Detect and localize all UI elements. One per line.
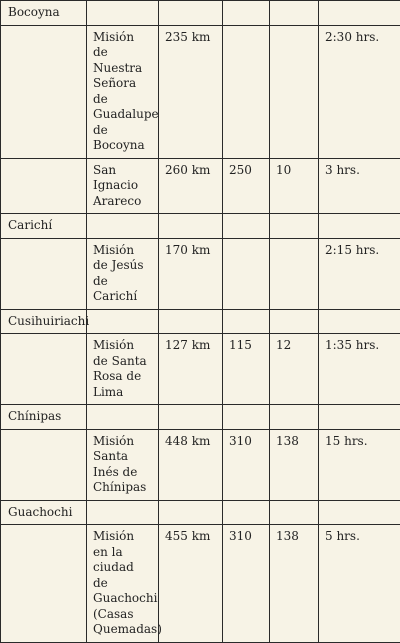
distance-cell: 127 km bbox=[159, 334, 223, 405]
municipality-row bbox=[1, 500, 400, 525]
mission-name: Misión Santa Inés de Chínipas bbox=[87, 429, 159, 500]
time-cell: 2:30 hrs. bbox=[319, 25, 400, 158]
table-row bbox=[1, 158, 400, 214]
value-cell: 138 bbox=[270, 429, 319, 500]
distance-cell: 455 km bbox=[159, 525, 223, 643]
value-cell bbox=[270, 25, 319, 158]
value-cell bbox=[223, 238, 270, 309]
empty-cell bbox=[223, 405, 270, 430]
value-cell: 115 bbox=[223, 334, 270, 405]
empty-cell bbox=[1, 525, 87, 643]
value-cell: 10 bbox=[270, 158, 319, 214]
empty-cell bbox=[159, 309, 223, 334]
empty-cell bbox=[159, 500, 223, 525]
empty-cell bbox=[270, 1, 319, 26]
distance-cell: 260 km bbox=[159, 158, 223, 214]
table-row bbox=[1, 238, 400, 309]
table-row bbox=[1, 525, 400, 643]
mission-name: San Ignacio Arareco bbox=[87, 158, 159, 214]
empty-cell bbox=[319, 214, 400, 239]
empty-cell bbox=[1, 158, 87, 214]
empty-cell bbox=[87, 500, 159, 525]
time-cell: 3 hrs. bbox=[319, 158, 400, 214]
municipality-name: Cusihuiriachi bbox=[1, 309, 87, 334]
empty-cell bbox=[270, 309, 319, 334]
value-cell: 12 bbox=[270, 334, 319, 405]
empty-cell bbox=[1, 334, 87, 405]
table-row bbox=[1, 25, 400, 158]
mission-name: Misión de Nuestra Señora de Guadalupe de Bocoyna bbox=[87, 25, 159, 158]
empty-cell bbox=[1, 429, 87, 500]
value-cell bbox=[270, 238, 319, 309]
municipality-name: Carichí bbox=[1, 214, 87, 239]
empty-cell bbox=[223, 1, 270, 26]
table-row bbox=[1, 429, 400, 500]
empty-cell bbox=[1, 238, 87, 309]
empty-cell bbox=[159, 214, 223, 239]
empty-cell bbox=[270, 405, 319, 430]
empty-cell bbox=[159, 1, 223, 26]
municipality-name: Bocoyna bbox=[1, 1, 87, 26]
empty-cell bbox=[223, 214, 270, 239]
empty-cell bbox=[270, 500, 319, 525]
empty-cell bbox=[270, 214, 319, 239]
municipality-row bbox=[1, 309, 400, 334]
municipality-row bbox=[1, 214, 400, 239]
table-row bbox=[1, 334, 400, 405]
municipality-row bbox=[1, 405, 400, 430]
value-cell: 250 bbox=[223, 158, 270, 214]
time-cell: 5 hrs. bbox=[319, 525, 400, 643]
empty-cell bbox=[319, 1, 400, 26]
empty-cell bbox=[87, 309, 159, 334]
value-cell: 310 bbox=[223, 525, 270, 643]
mission-name: Misión de Jesús de Carichí bbox=[87, 238, 159, 309]
municipality-row bbox=[1, 1, 400, 26]
empty-cell bbox=[87, 214, 159, 239]
empty-cell bbox=[319, 500, 400, 525]
empty-cell bbox=[319, 405, 400, 430]
distance-cell: 235 km bbox=[159, 25, 223, 158]
distance-cell: 170 km bbox=[159, 238, 223, 309]
empty-cell bbox=[87, 405, 159, 430]
distance-cell: 448 km bbox=[159, 429, 223, 500]
mission-name: Misión de Santa Rosa de Lima bbox=[87, 334, 159, 405]
value-cell: 310 bbox=[223, 429, 270, 500]
empty-cell bbox=[223, 500, 270, 525]
time-cell: 15 hrs. bbox=[319, 429, 400, 500]
municipality-name: Guachochi bbox=[1, 500, 87, 525]
time-cell: 1:35 hrs. bbox=[319, 334, 400, 405]
empty-cell bbox=[87, 1, 159, 26]
municipality-name: Chínipas bbox=[1, 405, 87, 430]
value-cell: 138 bbox=[270, 525, 319, 643]
empty-cell bbox=[319, 309, 400, 334]
empty-cell bbox=[223, 309, 270, 334]
mission-name: Misión en la ciudad de Guachochi (Casas Quemadas) bbox=[87, 525, 159, 643]
value-cell bbox=[223, 25, 270, 158]
empty-cell bbox=[159, 405, 223, 430]
empty-cell bbox=[1, 25, 87, 158]
time-cell: 2:15 hrs. bbox=[319, 238, 400, 309]
